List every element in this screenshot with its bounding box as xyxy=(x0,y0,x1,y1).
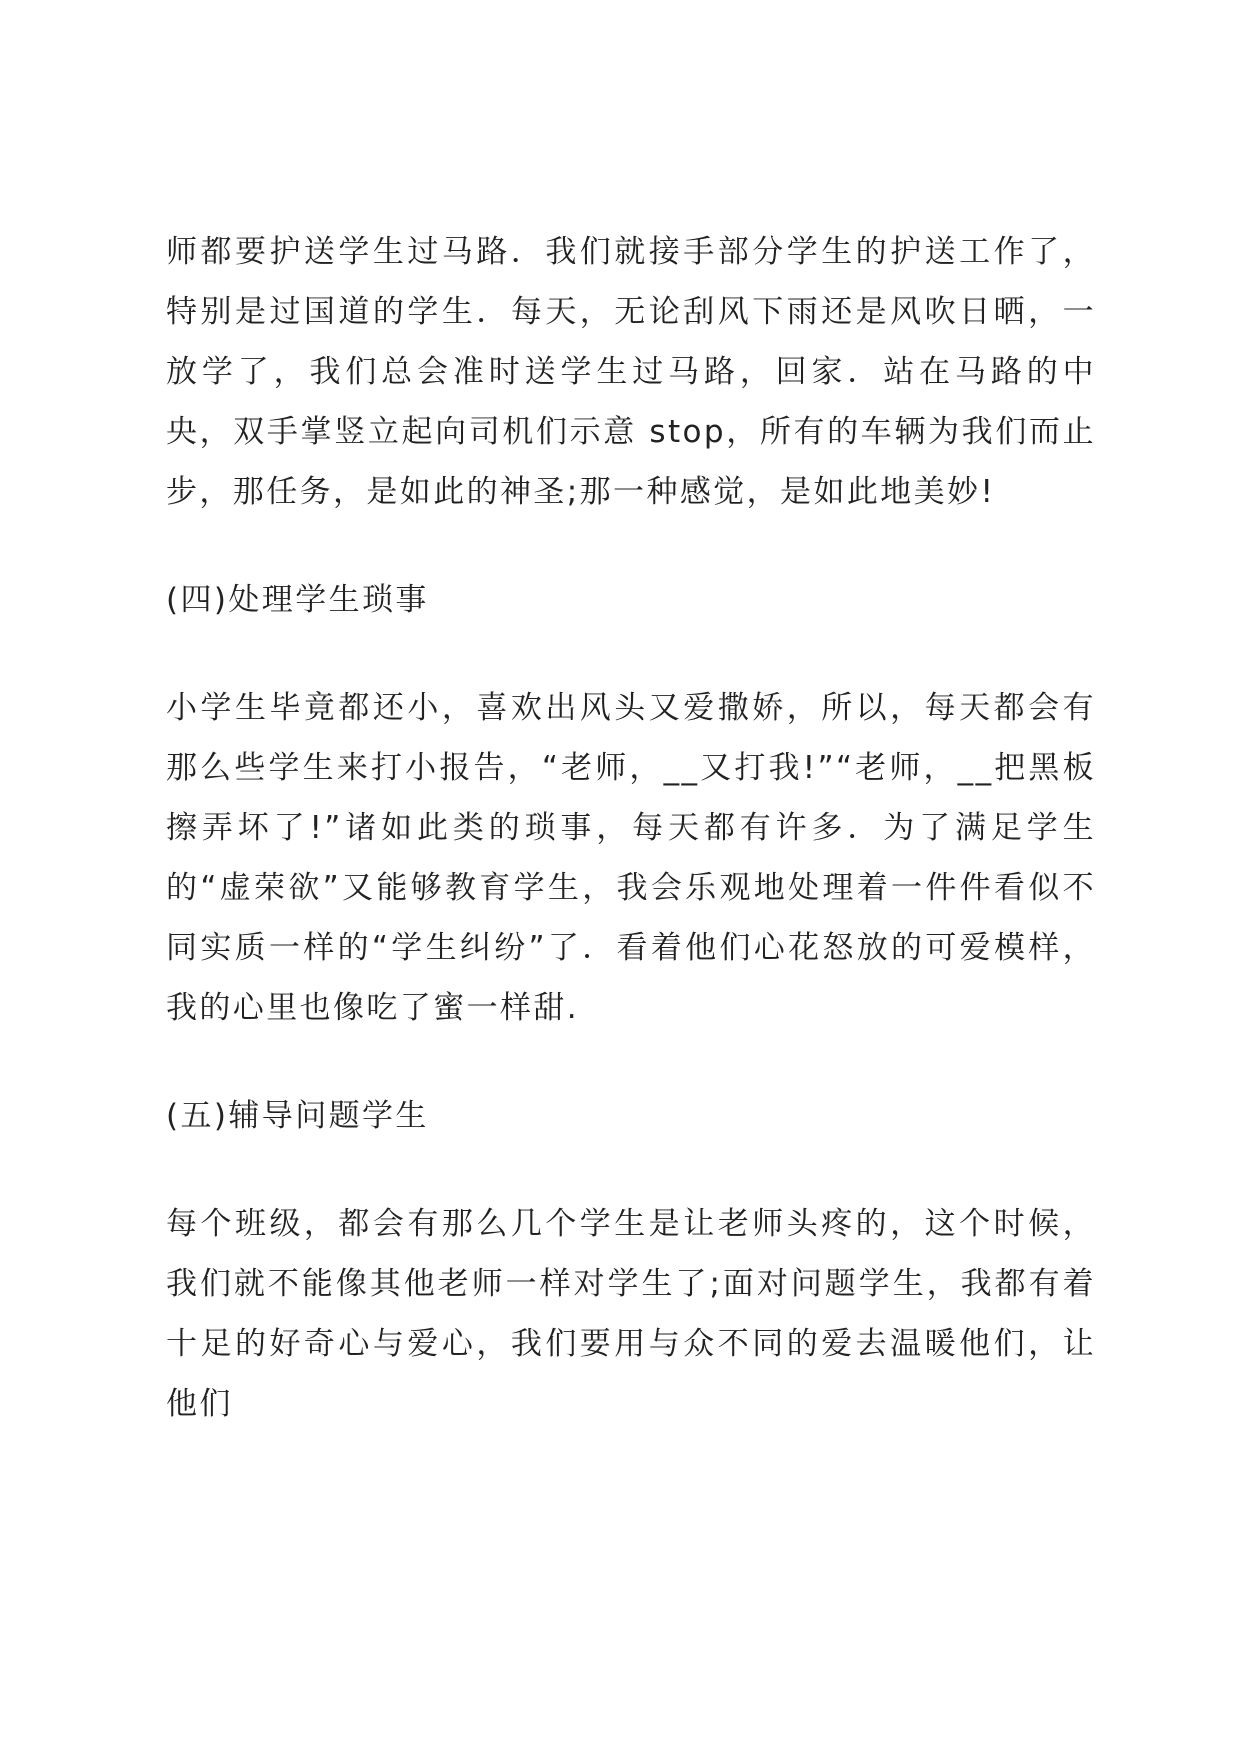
section-heading-problem-students: (五)辅导问题学生 xyxy=(166,1098,429,1134)
section-heading-handle-trivia: (四)处理学生琐事 xyxy=(166,582,429,618)
paragraph-problem-students: 每个班级，都会有那么几个学生是让老师头疼的，这个时候，我们就不能像其他老师一样对学生了;面对问题学生，我都有着十足的好奇心与爱心，我们要用与众不同的爱去温暖他们，让他们 xyxy=(166,1206,1096,1422)
document-body xyxy=(166,222,1096,1434)
paragraph-escort-students: 师都要护送学生过马路．我们就接手部分学生的护送工作了，特别是过国道的学生．每天，无论刮风下雨还是风吹日晒，一放学了，我们总会准时送学生过马路，回家．站在马路的中央，双手掌竖立起向司机们示意 stop，所有的车辆为我们而止步，那任务，是如此的神圣;那一种感觉，是如此地美妙! xyxy=(166,234,1096,510)
paragraph-handle-trivia: 小学生毕竟都还小，喜欢出风头又爱撒娇，所以，每天都会有那么些学生来打小报告，“老师，__又打我!”“老师，__把黑板擦弄坏了!”诸如此类的琐事，每天都有许多．为了满足学生的“虚荣欲”又能够教育学生，我会乐观地处理着一件件看似不同实质一样的“学生纠纷”了．看着他们心花怒放的可爱模样，我的心里也像吃了蜜一样甜. xyxy=(166,690,1096,1026)
